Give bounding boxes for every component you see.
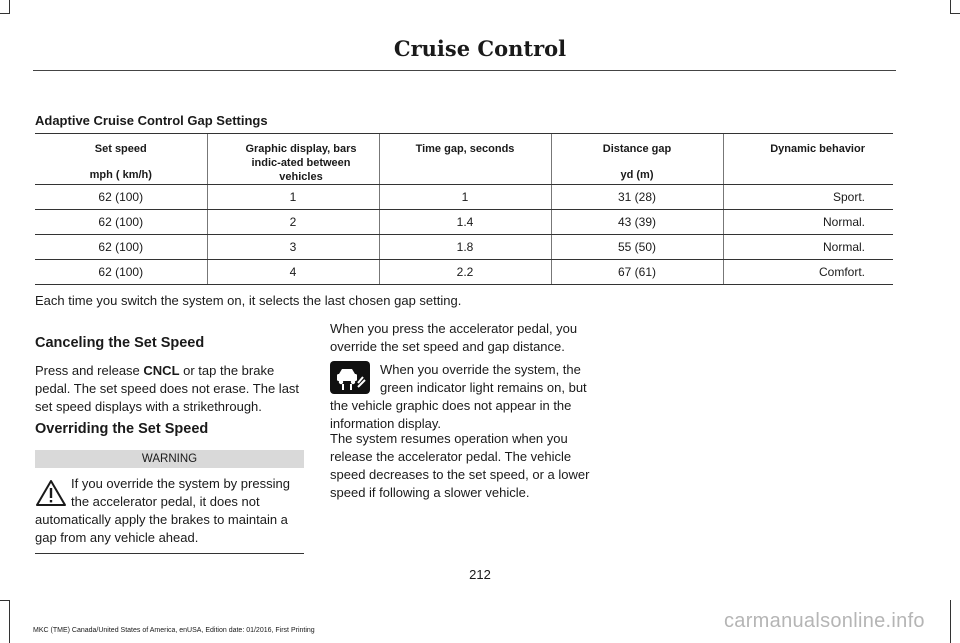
adaptive-cruise-indicator-icon bbox=[330, 361, 370, 394]
cell-distance-gap: 31 (28) bbox=[551, 185, 723, 210]
col-header-set-speed: Set speed mph ( km/h) bbox=[35, 134, 207, 185]
cell-bars: 1 bbox=[207, 185, 379, 210]
canceling-paragraph: Press and release CNCL or tap the brake pedal. The set speed does not erase. The last set speed displays with a strikethrough. bbox=[35, 363, 300, 414]
table-row bbox=[35, 210, 893, 235]
col-header-distance-gap: Distance gap yd (m) bbox=[551, 134, 723, 185]
cell-set-speed: 62 (100) bbox=[35, 185, 207, 210]
warning-box bbox=[35, 450, 304, 554]
override-paragraph-2-text: When you override the system, the green indicator light remains on, but the vehicle graphic does not appear in the information display. bbox=[330, 362, 587, 431]
cell-bars: 4 bbox=[207, 260, 379, 285]
override-paragraph-3: The system resumes operation when you release the accelerator pedal. The vehicle speed decreases to the set speed, or a lower speed if following a slower vehicle. bbox=[330, 431, 590, 500]
table-row bbox=[35, 185, 893, 210]
cell-distance-gap: 67 (61) bbox=[551, 260, 723, 285]
crop-mark-top-left-h bbox=[0, 13, 10, 14]
crop-mark-bottom-right-v bbox=[950, 600, 951, 643]
override-paragraph-2 bbox=[330, 361, 602, 433]
crop-mark-top-right-v bbox=[950, 0, 951, 14]
cell-time-gap: 2.2 bbox=[379, 260, 551, 285]
col-header-graphic-display: Graphic display, bars indic-ated between vehicles bbox=[207, 134, 379, 185]
warning-triangle-icon bbox=[35, 479, 67, 507]
cell-distance-gap: 43 (39) bbox=[551, 210, 723, 235]
cell-set-speed: 62 (100) bbox=[35, 260, 207, 285]
cell-time-gap: 1.8 bbox=[379, 235, 551, 260]
watermark: carmanualsonline.info bbox=[724, 610, 925, 632]
page-title: Cruise Control bbox=[393, 36, 567, 61]
heading-canceling-set-speed: Canceling the Set Speed bbox=[35, 335, 205, 351]
crop-mark-bottom-left-v bbox=[9, 600, 10, 643]
cncl-button-label: CNCL bbox=[143, 363, 180, 378]
col-header-time-gap: Time gap, seconds bbox=[379, 134, 551, 185]
edition-info: MKC (TME) Canada/United States of America, enUSA, Edition date: 01/2016, First Printing bbox=[33, 627, 315, 634]
crop-mark-bottom-left-h bbox=[0, 600, 10, 601]
crop-mark-top-right-h bbox=[950, 13, 960, 14]
cell-dynamic-behavior: Normal. bbox=[723, 235, 893, 260]
heading-overriding-set-speed: Overriding the Set Speed bbox=[35, 421, 209, 437]
table-row bbox=[35, 260, 893, 285]
table-header-row bbox=[35, 134, 893, 185]
crop-mark-top-left-v bbox=[9, 0, 10, 14]
cell-set-speed: 62 (100) bbox=[35, 210, 207, 235]
warning-body bbox=[35, 475, 304, 554]
col-header-dynamic-behavior: Dynamic behavior bbox=[723, 134, 893, 185]
cell-bars: 2 bbox=[207, 210, 379, 235]
page-number: 212 bbox=[469, 567, 491, 582]
gap-setting-note: Each time you switch the system on, it selects the last chosen gap setting. bbox=[35, 293, 462, 308]
cell-bars: 3 bbox=[207, 235, 379, 260]
cell-dynamic-behavior: Sport. bbox=[723, 185, 893, 210]
cell-set-speed: 62 (100) bbox=[35, 235, 207, 260]
cell-time-gap: 1 bbox=[379, 185, 551, 210]
warning-label: WARNING bbox=[35, 450, 304, 468]
override-paragraph-1: When you press the accelerator pedal, you override the set speed and gap distance. bbox=[330, 321, 578, 354]
cell-dynamic-behavior: Comfort. bbox=[723, 260, 893, 285]
gap-settings-table bbox=[35, 133, 893, 285]
cell-dynamic-behavior: Normal. bbox=[723, 210, 893, 235]
title-divider bbox=[33, 70, 896, 71]
table-heading: Adaptive Cruise Control Gap Settings bbox=[35, 113, 268, 128]
warning-text: If you override the system by pressing the accelerator pedal, it does not automatically apply the brakes to maintain a gap from any vehicle ahead. bbox=[35, 476, 290, 545]
table-row bbox=[35, 235, 893, 260]
cell-time-gap: 1.4 bbox=[379, 210, 551, 235]
cell-distance-gap: 55 (50) bbox=[551, 235, 723, 260]
